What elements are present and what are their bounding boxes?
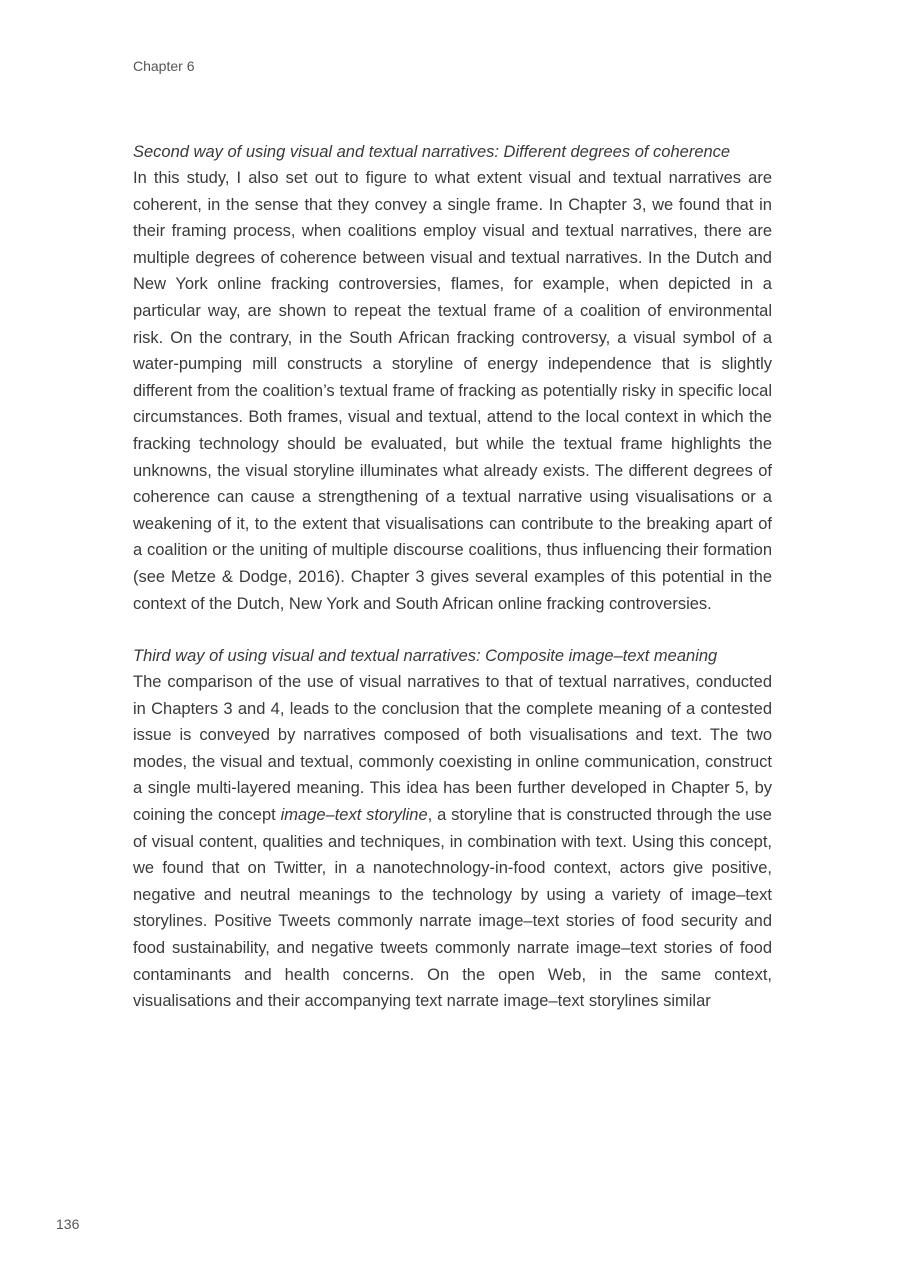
section-heading-coherence: Second way of using visual and textual narratives: Different degrees of coherence [133, 143, 731, 161]
paragraph-text-before-term: The comparison of the use of visual narratives to that of textual narratives, conducted in Chapters 3 and 4, leads to the conclusion that the complete meaning of a contested issue is conveyed by narratives composed of both visualisations and text. The two modes, the visual and textual, commonly coexisting in online communication, construct a single multi-layered meaning. This idea has been further developed in Chapter 5, by coining the concept [133, 673, 772, 825]
paragraph-text-after-term: , a storyline that is constructed through the use of visual content, qualities and techniques, in combination with text. Using this concept, we found that on Twitter, in a nanotechnology-in-food context, actors give positive, negative and neutral meanings to the technology by using a variety of image–text storylines. Positive Tweets commonly narrate image–text stories of food security and food sustainability, and negative tweets commonly narrate image–text stories of food contaminants and health concerns. On the open Web, in the same context, visualisations and their accompanying text narrate image–text storylines similar [133, 806, 772, 1011]
paragraph-coherence: In this study, I also set out to figure to what extent visual and textual narratives are coherent, in the sense that they convey a single frame. In Chapter 3, we found that in their framing process, when coalitions employ visual and textual narratives, there are multiple degrees of coherence between visual and textual narratives. In the Dutch and New York online fracking controversies, flames, for example, when depicted in a particular way, are shown to repeat the textual frame of a coalition of environmental risk. On the contrary, in the South African fracking controversy, a visual symbol of a water-pumping mill constructs a storyline of energy independence that is slightly different from the coalition’s textual frame of fracking as potentially risky in specific local circumstances. Both frames, visual and textual, attend to the local context in which the fracking technology should be evaluated, but while the textual frame highlights the unknowns, the visual storyline illuminates what already exists. The different degrees of coherence can cause a strengthening of a textual narrative using visualisations or a weakening of it, to the extent that visualisations can contribute to the breaking apart of a coalition or the uniting of multiple discourse coalitions, thus influencing their formation (see Metze & Dodge, 2016). Chapter 3 gives several examples of this potential in the context of the Dutch, New York and South African online fracking controversies. [133, 169, 772, 613]
running-head: Chapter 6 [133, 58, 195, 74]
section-gap [133, 617, 772, 644]
italic-term-image-text-storyline: image–text storyline [280, 806, 428, 825]
page-number: 136 [56, 1216, 80, 1232]
body-text [133, 140, 772, 1015]
paragraph-composite-meaning [133, 669, 772, 1015]
section-heading-composite-meaning: Third way of using visual and textual narratives: Composite image–text meaning [133, 647, 718, 666]
